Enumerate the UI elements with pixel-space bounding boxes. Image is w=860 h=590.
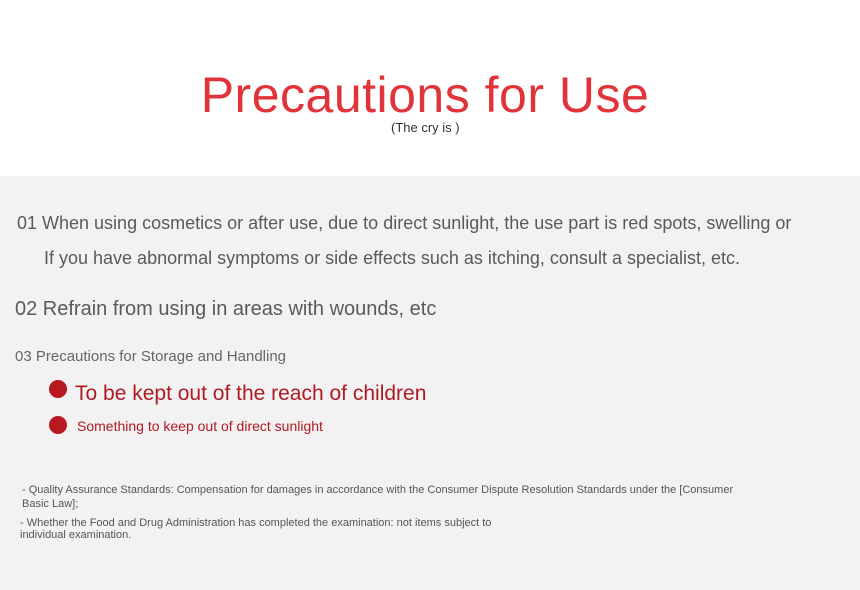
footnote-quality-assurance: - Quality Assurance Standards: Compensation for damages in accordance with the Consumer Dispute Resolution Standards under the [Consumer Basic Law]; — [22, 484, 734, 510]
item-01-line-2: If you have abnormal symptoms or side effects such as itching, consult a specialist, etc. — [44, 248, 740, 268]
bullet-item-sunlight: Something to keep out of direct sunlight — [77, 418, 323, 434]
bullet-item-children: To be kept out of the reach of children — [75, 382, 427, 405]
bullet-dot-icon — [49, 416, 67, 434]
bullet-dot-icon — [49, 380, 67, 398]
page-subtitle: (The cry is ) — [391, 120, 460, 135]
item-02: 02 Refrain from using in areas with wounds, etc — [15, 298, 437, 320]
footnote-fda-examination: - Whether the Food and Drug Administration has completed the examination: not items subject to individual examination. — [20, 517, 492, 541]
header-section — [0, 0, 860, 176]
item-01-line-1: 01 When using cosmetics or after use, due to direct sunlight, the use part is red spots, swelling or — [17, 213, 792, 233]
item-03-heading: 03 Precautions for Storage and Handling — [15, 348, 287, 365]
page-title: Precautions for Use — [200, 67, 650, 123]
